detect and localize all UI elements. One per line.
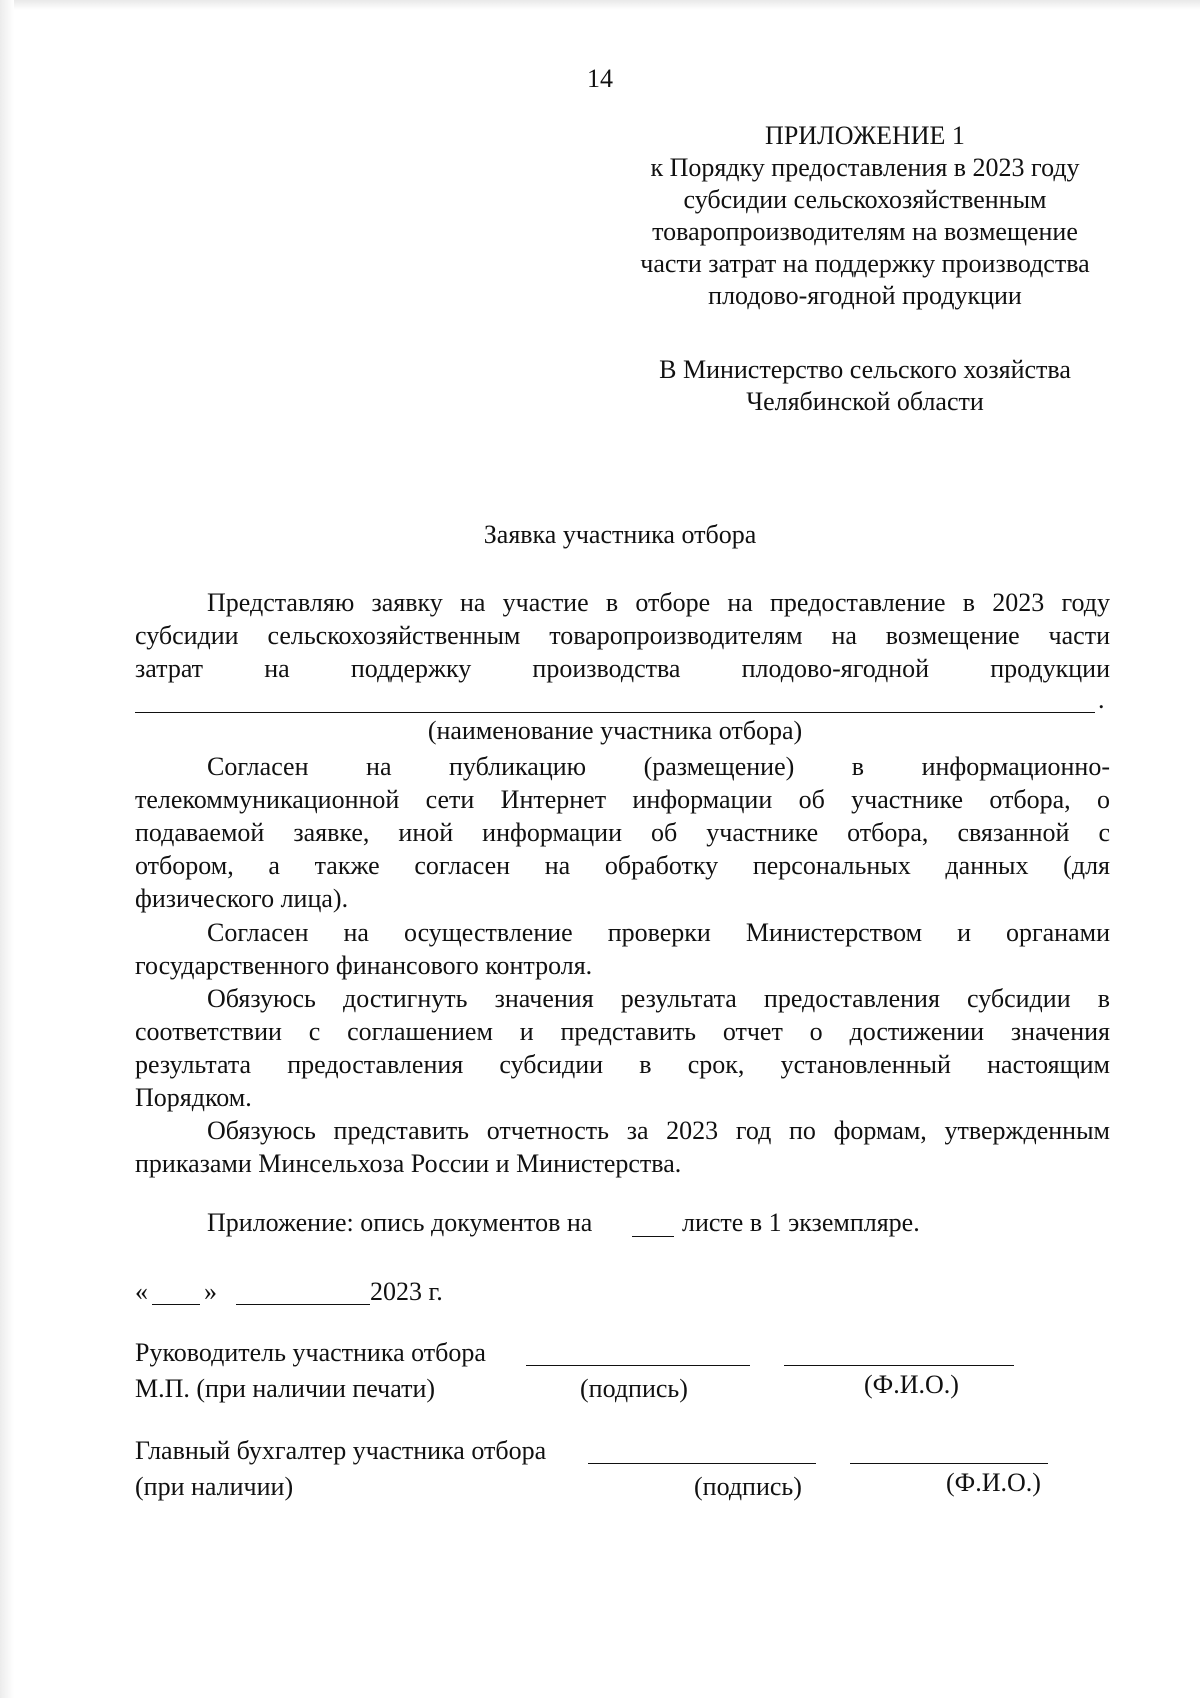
accountant-name-hint: (Ф.И.О.) (946, 1468, 1041, 1497)
annex-line: плодово-ягодной продукции (708, 281, 1022, 310)
obligation-result-line: Порядком. (135, 1083, 252, 1112)
annex-title: ПРИЛОЖЕНИЕ 1 (765, 121, 965, 150)
verification-line: государственного финансового контроля. (135, 951, 593, 980)
document-title: Заявка участника отбора (483, 520, 757, 549)
attachment-prefix: Приложение: опись документов на (207, 1208, 593, 1237)
obligation-result-line: соответствии с соглашением и представить отчет о достижении значения (135, 1017, 1110, 1046)
head-name-line (784, 1365, 1014, 1366)
date-month-blank (236, 1304, 370, 1305)
annex-line: к Порядку предоставления в 2023 году (650, 153, 1080, 182)
verification-paragraph (135, 916, 1110, 982)
date-year: 2023 г. (370, 1277, 443, 1306)
intro-line: субсидии сельскохозяйственным товаропроизводителям на возмещение части (135, 621, 1110, 650)
verification-line: Согласен на осуществление проверки Министерством и органами (207, 918, 1110, 947)
addressee-line: Челябинской области (746, 387, 984, 416)
head-name-hint: (Ф.И.О.) (864, 1370, 959, 1399)
attachment-suffix: листе в 1 экземпляре. (682, 1208, 920, 1237)
obligation-result-line: Обязуюсь достигнуть значения результата предоставления субсидии в (207, 984, 1110, 1013)
consent-line: телекоммуникационной сети Интернет информации об участнике отбора, о (135, 785, 1110, 814)
consent-line: Согласен на публикацию (размещение) в информационно- (207, 752, 1110, 781)
head-signature-hint: (подпись) (580, 1374, 688, 1403)
addressee-line: В Министерство сельского хозяйства (659, 355, 1071, 384)
consent-line: отбором, а также согласен на обработку персональных данных (для (135, 851, 1110, 880)
accountant-label: Главный бухгалтер участника отбора (135, 1436, 547, 1465)
accountant-signature-line (588, 1463, 816, 1464)
annex-line: товаропроизводителям на возмещение (652, 217, 1078, 246)
date-close-quote: » (204, 1277, 217, 1306)
participant-name-line (135, 712, 1095, 713)
participant-hint: (наименование участника отбора) (427, 716, 803, 745)
accountant-signature-hint: (подпись) (694, 1472, 802, 1501)
scan-edge-left (0, 0, 14, 1698)
consent-paragraph (135, 750, 1110, 915)
annex-block (600, 120, 1130, 312)
accountant-note: (при наличии) (135, 1472, 294, 1501)
head-label: Руководитель участника отбора (135, 1338, 486, 1367)
head-signature-line (526, 1365, 750, 1366)
date-day-blank (152, 1304, 200, 1305)
obligation-result-paragraph (135, 982, 1110, 1114)
scan-edge-top (0, 0, 1200, 10)
obligation-result-line: результата предоставления субсидии в срок, установленный настоящим (135, 1050, 1110, 1079)
obligation-reporting-line: Обязуюсь представить отчетность за 2023 год по формам, утвержденным (207, 1116, 1110, 1145)
intro-end-dot: . (1098, 685, 1105, 714)
intro-line: затрат на поддержку производства плодово-ягодной продукции (135, 654, 1110, 683)
annex-line: части затрат на поддержку производства (640, 249, 1090, 278)
annex-line: субсидии сельскохозяйственным (683, 185, 1047, 214)
consent-line: физического лица). (135, 884, 349, 913)
date-open-quote: « (135, 1277, 148, 1306)
obligation-reporting-paragraph (135, 1114, 1110, 1180)
accountant-name-line (850, 1463, 1048, 1464)
head-stamp-label: М.П. (при наличии печати) (135, 1374, 436, 1403)
obligation-reporting-line: приказами Минсельхоза России и Министерства. (135, 1149, 682, 1178)
consent-line: подаваемой заявке, иной информации об участнике отбора, связанной с (135, 818, 1110, 847)
intro-line: Представляю заявку на участие в отборе на предоставление в 2023 году (207, 588, 1110, 617)
page-number: 14 (587, 64, 613, 93)
addressee-block (600, 354, 1130, 418)
attachment-sheets-blank (632, 1236, 674, 1237)
intro-paragraph (135, 586, 1110, 685)
